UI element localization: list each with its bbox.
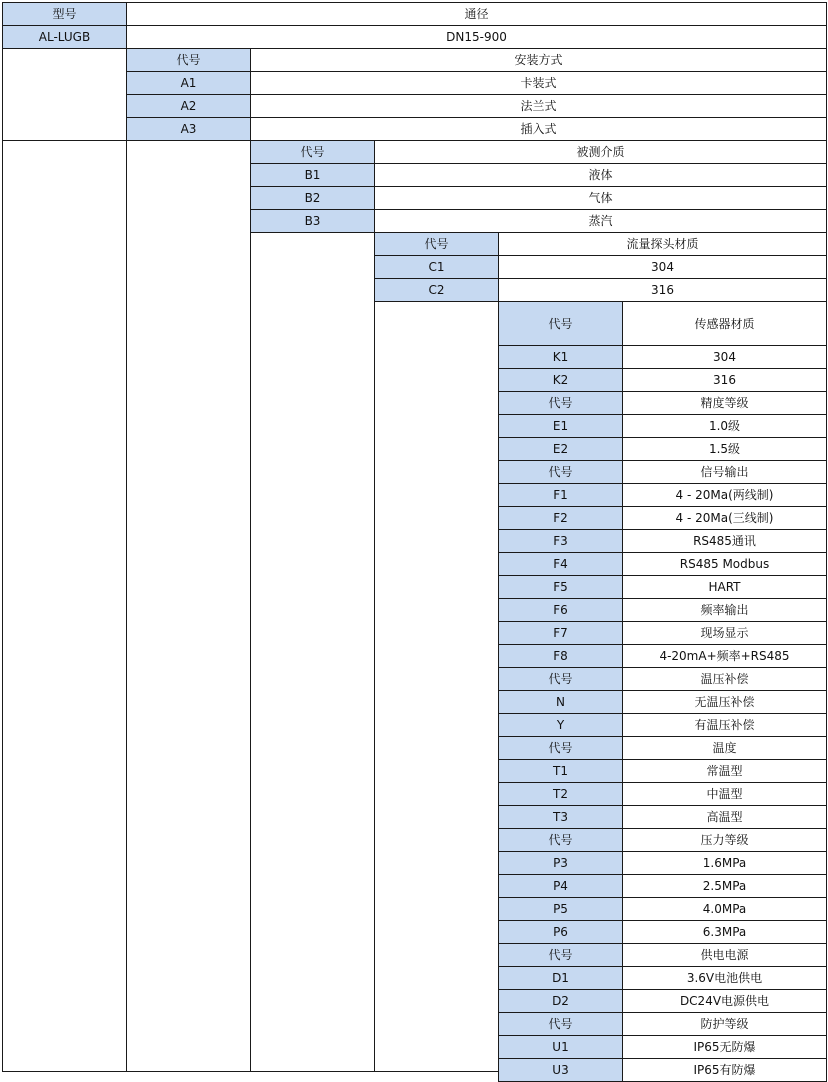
section-8-code-header: 代号 <box>498 828 623 852</box>
option-code-b3: B3 <box>250 209 375 233</box>
diameter-header-cell: 通径 <box>126 2 827 26</box>
section-3-code-header: 代号 <box>498 301 623 346</box>
option-label-u3: IP65有防爆 <box>622 1058 827 1082</box>
option-label-y: 有温压补偿 <box>622 713 827 737</box>
option-label-t1: 常温型 <box>622 759 827 783</box>
option-code-t1: T1 <box>498 759 623 783</box>
option-code-u1: U1 <box>498 1035 623 1059</box>
option-label-c2: 316 <box>498 278 827 302</box>
option-code-a1: A1 <box>126 71 251 95</box>
option-label-t2: 中温型 <box>622 782 827 806</box>
option-code-b1: B1 <box>250 163 375 187</box>
blank-col0-block-a <box>2 48 127 141</box>
option-label-f7: 现场显示 <box>622 621 827 645</box>
option-code-e2: E2 <box>498 437 623 461</box>
option-label-a1: 卡装式 <box>250 71 827 95</box>
model-name-cell: AL-LUGB <box>2 25 127 49</box>
section-0-title: 安装方式 <box>250 48 827 72</box>
option-code-f8: F8 <box>498 644 623 668</box>
option-code-f7: F7 <box>498 621 623 645</box>
option-code-k1: K1 <box>498 345 623 369</box>
option-label-k2: 316 <box>622 368 827 392</box>
section-2-code-header: 代号 <box>374 232 499 256</box>
section-7-code-header: 代号 <box>498 736 623 760</box>
option-code-e1: E1 <box>498 414 623 438</box>
option-code-d1: D1 <box>498 966 623 990</box>
option-code-p3: P3 <box>498 851 623 875</box>
option-code-d2: D2 <box>498 989 623 1013</box>
option-label-a3: 插入式 <box>250 117 827 141</box>
option-code-p4: P4 <box>498 874 623 898</box>
option-label-p3: 1.6MPa <box>622 851 827 875</box>
option-code-f1: F1 <box>498 483 623 507</box>
section-0-code-header: 代号 <box>126 48 251 72</box>
model-header-cell: 型号 <box>2 2 127 26</box>
section-8-title: 压力等级 <box>622 828 827 852</box>
option-code-b2: B2 <box>250 186 375 210</box>
blank-col1-lower <box>126 140 251 1072</box>
option-label-f6: 频率输出 <box>622 598 827 622</box>
option-label-e2: 1.5级 <box>622 437 827 461</box>
option-label-a2: 法兰式 <box>250 94 827 118</box>
option-label-f2: 4 - 20Ma(三线制) <box>622 506 827 530</box>
blank-col0-lower <box>2 140 127 1072</box>
section-1-code-header: 代号 <box>250 140 375 164</box>
section-7-title: 温度 <box>622 736 827 760</box>
option-label-u1: IP65无防爆 <box>622 1035 827 1059</box>
option-label-e1: 1.0级 <box>622 414 827 438</box>
section-5-title: 信号输出 <box>622 460 827 484</box>
blank-col2-lower <box>250 232 375 1072</box>
option-code-p5: P5 <box>498 897 623 921</box>
option-code-t2: T2 <box>498 782 623 806</box>
option-code-f4: F4 <box>498 552 623 576</box>
option-label-f5: HART <box>622 575 827 599</box>
option-code-a3: A3 <box>126 117 251 141</box>
option-label-f1: 4 - 20Ma(两线制) <box>622 483 827 507</box>
section-1-title: 被测介质 <box>374 140 827 164</box>
section-10-code-header: 代号 <box>498 1012 623 1036</box>
section-6-title: 温压补偿 <box>622 667 827 691</box>
diameter-range-cell: DN15-900 <box>126 25 827 49</box>
section-4-title: 精度等级 <box>622 391 827 415</box>
option-code-p6: P6 <box>498 920 623 944</box>
option-label-p4: 2.5MPa <box>622 874 827 898</box>
option-label-t3: 高温型 <box>622 805 827 829</box>
option-label-c1: 304 <box>498 255 827 279</box>
option-label-b3: 蒸汽 <box>374 209 827 233</box>
option-label-d1: 3.6V电池供电 <box>622 966 827 990</box>
option-label-p5: 4.0MPa <box>622 897 827 921</box>
section-9-code-header: 代号 <box>498 943 623 967</box>
section-10-title: 防护等级 <box>622 1012 827 1036</box>
option-code-y: Y <box>498 713 623 737</box>
option-label-b2: 气体 <box>374 186 827 210</box>
option-label-p6: 6.3MPa <box>622 920 827 944</box>
option-code-t3: T3 <box>498 805 623 829</box>
option-code-f5: F5 <box>498 575 623 599</box>
option-label-f3: RS485通讯 <box>622 529 827 553</box>
section-3-title: 传感器材质 <box>622 301 827 346</box>
option-code-n: N <box>498 690 623 714</box>
section-2-title: 流量探头材质 <box>498 232 827 256</box>
option-label-n: 无温压补偿 <box>622 690 827 714</box>
option-code-c2: C2 <box>374 278 499 302</box>
option-code-a2: A2 <box>126 94 251 118</box>
option-label-d2: DC24V电源供电 <box>622 989 827 1013</box>
option-code-u3: U3 <box>498 1058 623 1082</box>
option-code-f2: F2 <box>498 506 623 530</box>
option-code-f6: F6 <box>498 598 623 622</box>
option-code-k2: K2 <box>498 368 623 392</box>
section-9-title: 供电电源 <box>622 943 827 967</box>
option-code-c1: C1 <box>374 255 499 279</box>
blank-col3-lower <box>374 301 499 1072</box>
option-code-f3: F3 <box>498 529 623 553</box>
section-6-code-header: 代号 <box>498 667 623 691</box>
section-4-code-header: 代号 <box>498 391 623 415</box>
option-label-f4: RS485 Modbus <box>622 552 827 576</box>
section-5-code-header: 代号 <box>498 460 623 484</box>
option-label-k1: 304 <box>622 345 827 369</box>
option-label-f8: 4-20mA+频率+RS485 <box>622 644 827 668</box>
option-label-b1: 液体 <box>374 163 827 187</box>
